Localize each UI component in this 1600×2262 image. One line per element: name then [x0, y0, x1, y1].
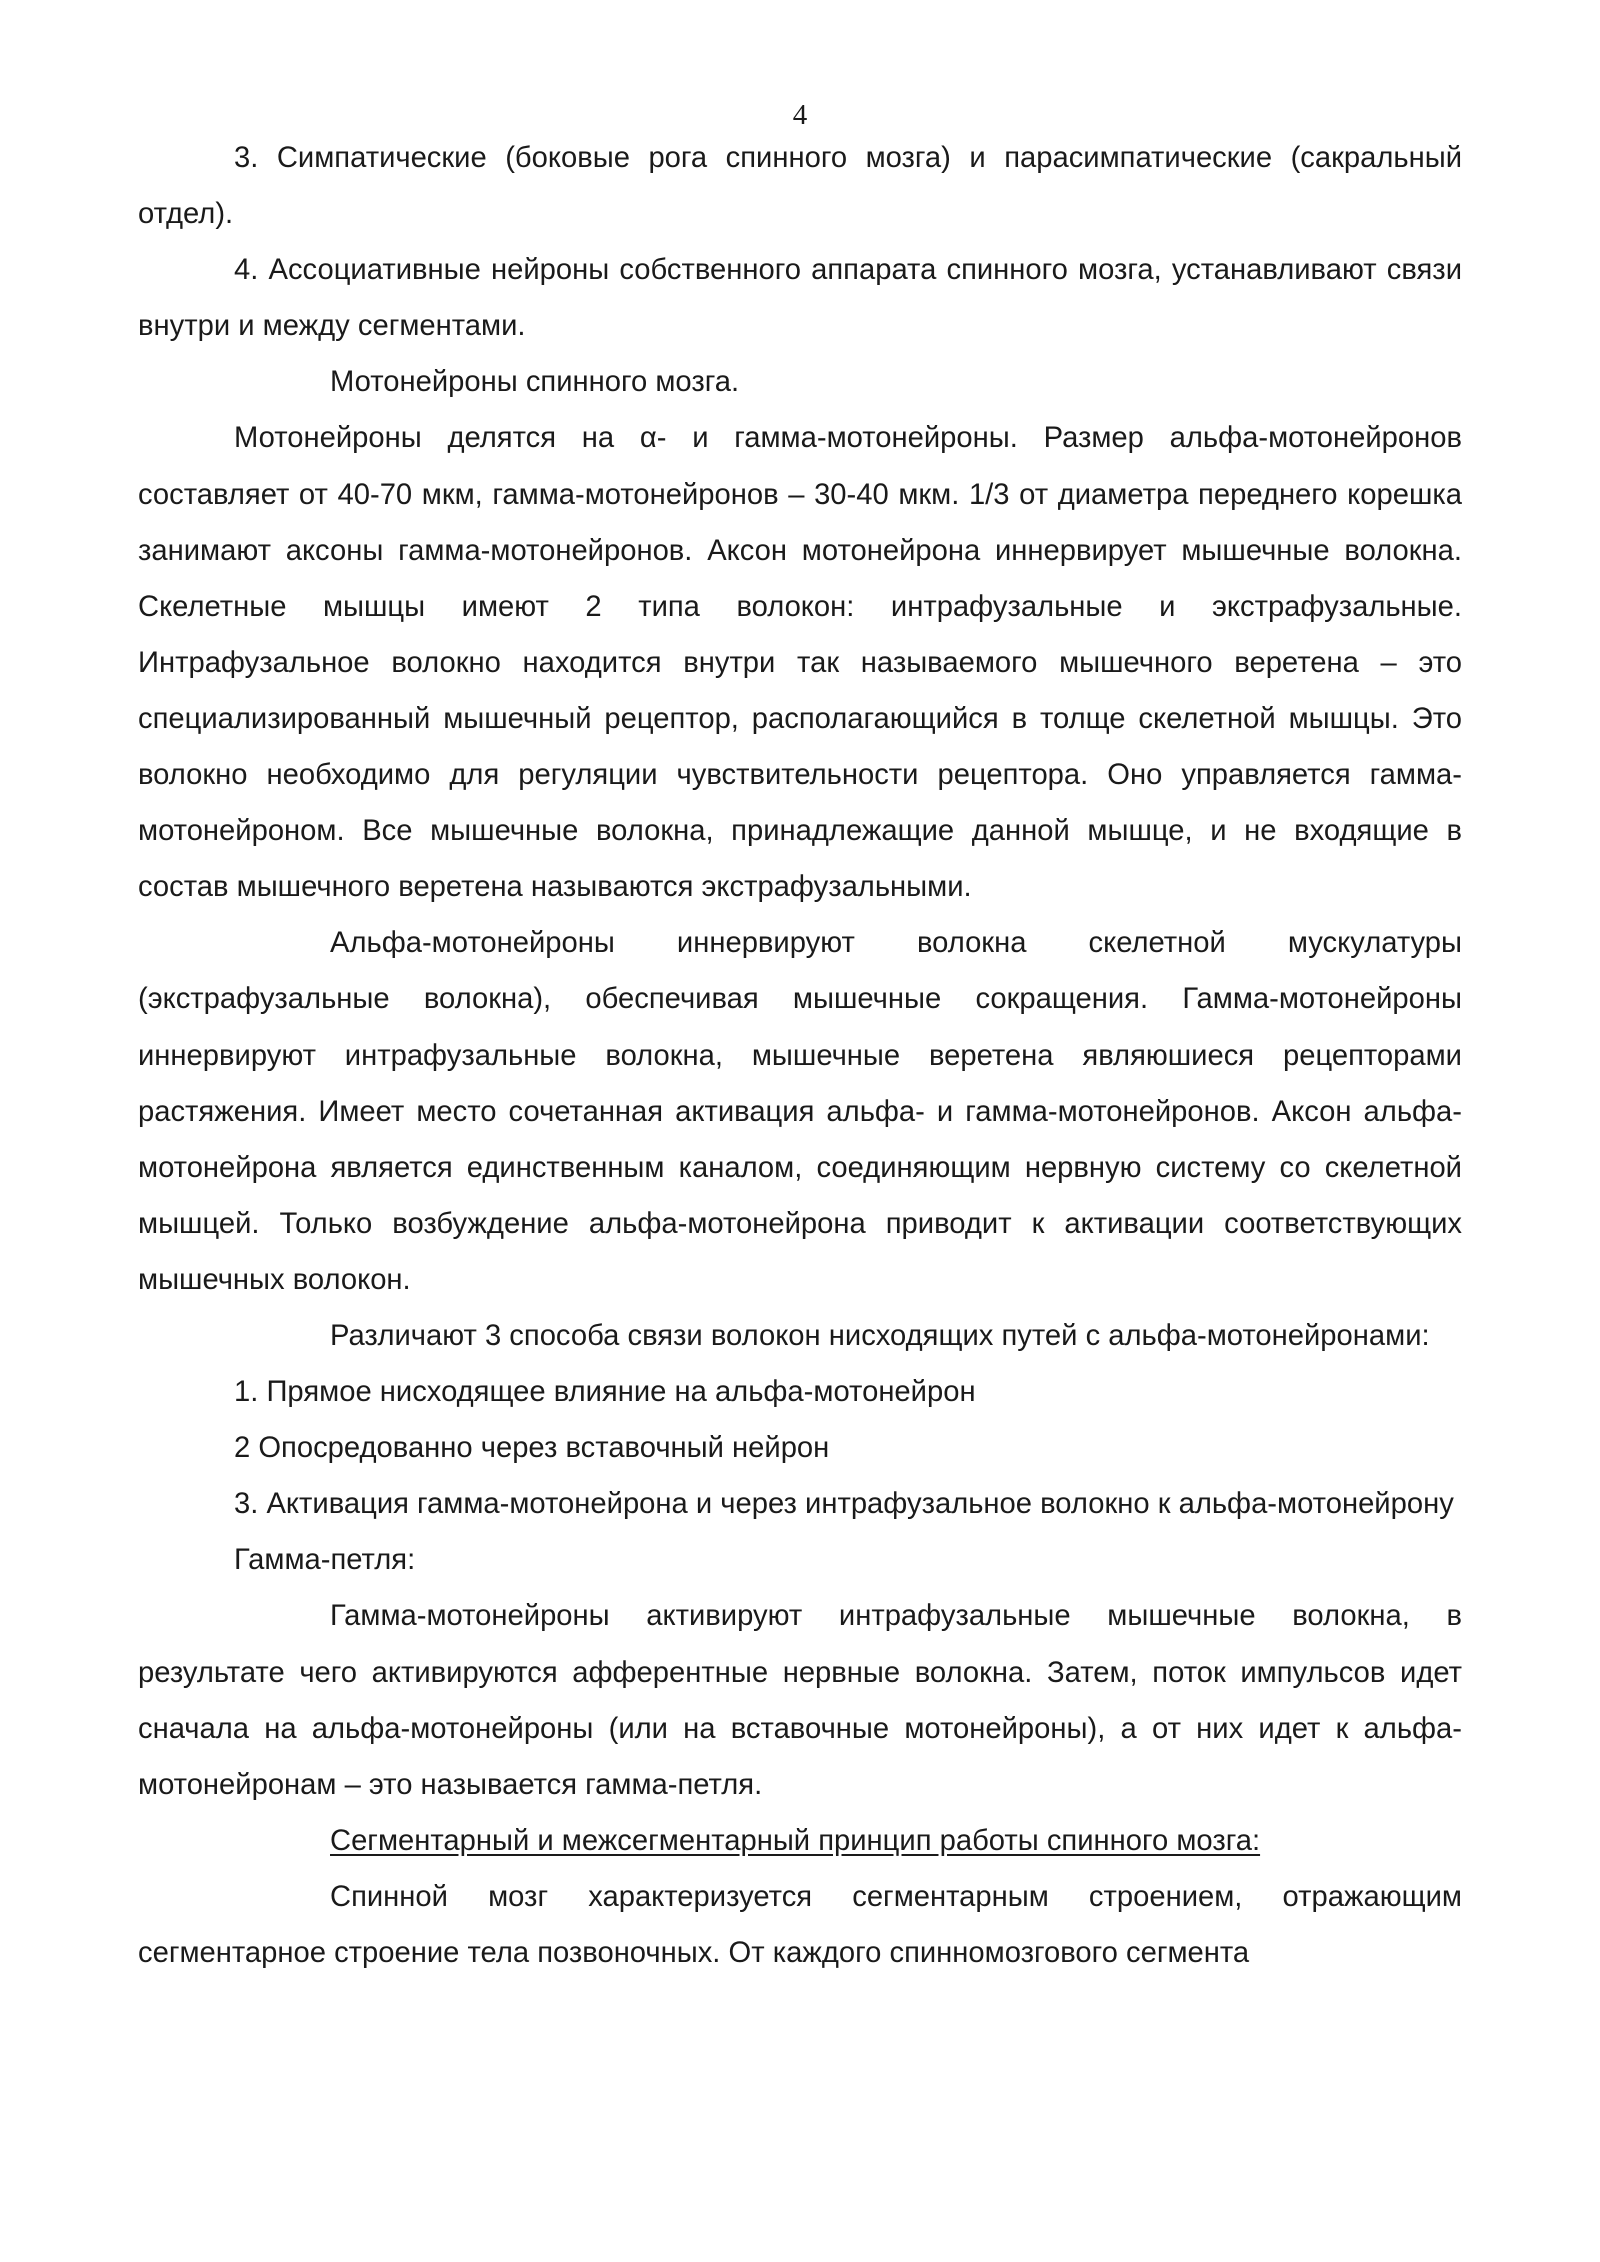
list-item-direct: 1. Прямое нисходящее влияние на альфа-мотонейрон	[234, 1376, 976, 1409]
list-item-associative: 4. Ассоциативные нейроны собственного аппарата спинного мозга, устанавливают связи внутри и между сегментами.	[138, 254, 1462, 343]
page-body	[138, 130, 1462, 1981]
underlined-heading-text: Сегментарный и межсегментарный принцип работы спинного мозга:	[330, 1824, 1261, 1857]
list-item-gamma-activation: 3. Активация гамма-мотонейрона и через интрафузальное волокно к альфа-мотонейрону	[234, 1488, 1454, 1521]
paragraph-gamma-loop: Гамма-мотонейроны активируют интрафузальные мышечные волокна, в результате чего активируются афферентные нервные волокна. Затем, поток импульсов идет сначала на альфа-мотонейроны (или на вставочные мотонейроны), а от них идет к альфа-мотонейронам – это называется гамма-петля.	[138, 1600, 1462, 1801]
section-heading-motoneurons: Мотонейроны спинного мозга.	[330, 366, 740, 399]
page-number: 4	[792, 99, 808, 131]
subheading-gamma-loop: Гамма-петля:	[234, 1544, 416, 1577]
list-item-sympathetic: 3. Симпатические (боковые рога спинного мозга) и парасимпатические (сакральный отдел).	[138, 142, 1462, 231]
list-item-interneuron: 2 Опосредованно через вставочный нейрон	[234, 1432, 830, 1465]
section-heading-segmental	[138, 1813, 1462, 1869]
paragraph-connection-ways: Различают 3 способа связи волокон нисходящих путей с альфа-мотонейронами:	[330, 1319, 1430, 1352]
paragraph-alpha-gamma: Альфа-мотонейроны иннервируют волокна скелетной мускулатуры (экстрафузальные волокна), обеспечивая мышечные сокращения. Гамма-мотонейроны иннервируют интрафузальные волокна, мышечные веретена являюшиеся рецепторами растяжения. Имеет место сочетанная активация альфа- и гамма-мотонейронов. Аксон альфа-мотонейрона является единственным каналом, соединяющим нервную систему со скелетной мышцей. Только возбуждение альфа-мотонейрона приводит к активации соответствующих мышечных волокон.	[138, 927, 1462, 1296]
paragraph-motoneuron-types: Мотонейроны делятся на α- и гамма-мотонейроны. Размер альфа-мотонейронов составляет от 40-70 мкм, гамма-мотонейронов – 30-40 мкм. 1/3 от диаметра переднего корешка занимают аксоны гамма-мотонейронов. Аксон мотонейрона иннервирует мышечные волокна. Скелетные мышцы имеют 2 типа волокон: интрафузальные и экстрафузальные. Интрафузальное волокно находится внутри так называемого мышечного веретена – это специализированный мышечный рецептор, располагающийся в толще скелетной мышцы. Это волокно необходимо для регуляции чувствительности рецептора. Оно управляется гамма-мотонейроном. Все мышечные волокна, принадлежащие данной мышце, и не входящие в состав мышечного веретена называются экстрафузальными.	[138, 422, 1462, 904]
paragraph-segmental-structure: Спинной мозг характеризуется сегментарным строением, отражающим сегментарное строение тела позвоночных. От каждого спинномозгового сегмента	[138, 1880, 1462, 1969]
